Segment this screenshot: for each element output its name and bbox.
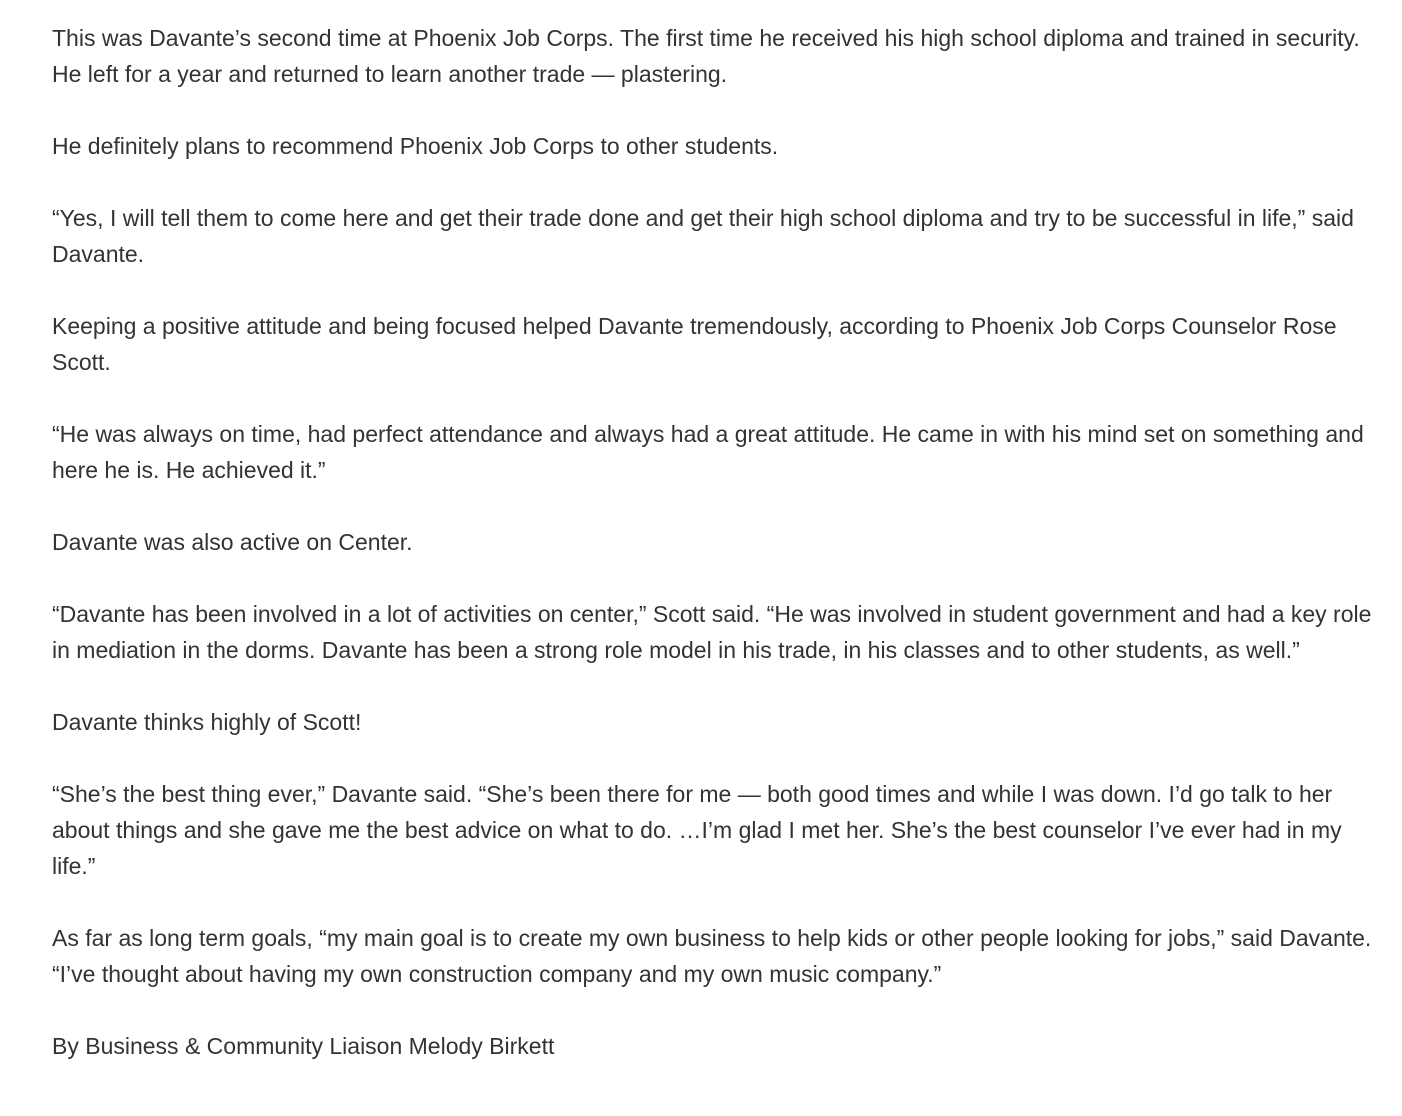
author-byline: By Business & Community Liaison Melody Birkett: [52, 1033, 555, 1059]
paragraph-recommend: He definitely plans to recommend Phoenix Job Corps to other students.: [52, 133, 779, 159]
paragraph-second-time: This was Davante’s second time at Phoenix Job Corps. The first time he received his high school diploma and trained in security. He left for a year and returned to learn another trade — plastering.: [52, 25, 1360, 87]
paragraph-positive-attitude: Keeping a positive attitude and being focused helped Davante tremendously, according to Phoenix Job Corps Counselor Rose Scott.: [52, 313, 1337, 375]
paragraph-quote-scott-activities: “Davante has been involved in a lot of activities on center,” Scott said. “He was involved in student government and had a key role in mediation in the dorms. Davante has been a strong role model in his trade, in his classes and to other students, as well.”: [52, 601, 1372, 663]
paragraph-active-on-center: Davante was also active on Center.: [52, 529, 413, 555]
paragraph-thinks-highly: Davante thinks highly of Scott!: [52, 709, 362, 735]
paragraph-quote-best-counselor: “She’s the best thing ever,” Davante said. “She’s been there for me — both good times and while I was down. I’d go talk to her about things and she gave me the best advice on what to do. …I’m glad I met her. She’s the best counselor I’ve ever had in my life.”: [52, 781, 1342, 879]
paragraph-long-term-goals: As far as long term goals, “my main goal is to create my own business to help kids or other people looking for jobs,” said Davante. “I’ve thought about having my own construction company and my own music company.”: [52, 925, 1372, 987]
paragraph-quote-davante-trade: “Yes, I will tell them to come here and get their trade done and get their high school diploma and try to be successful in life,” said Davante.: [52, 205, 1354, 267]
paragraph-quote-attendance: “He was always on time, had perfect attendance and always had a great attitude. He came in with his mind set on something and here he is. He achieved it.”: [52, 421, 1364, 483]
